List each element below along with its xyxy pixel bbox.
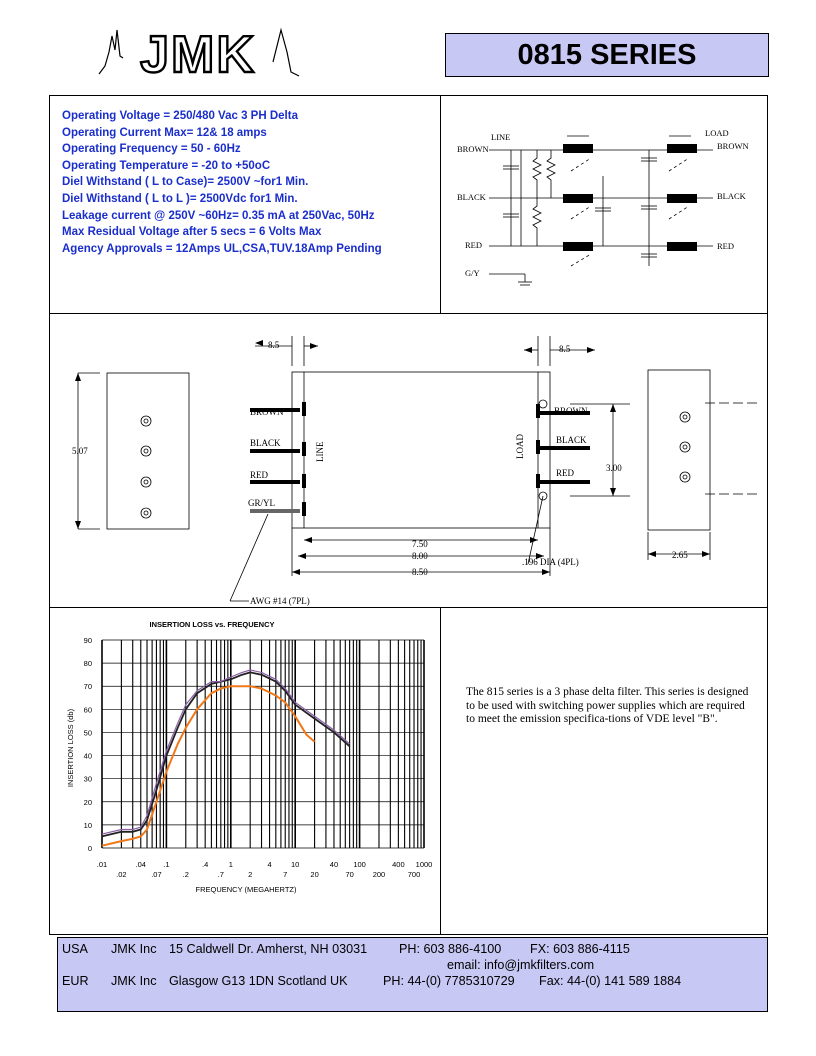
y-tick-label: 30 [83,774,92,784]
email: email: info@jmkfilters.com [447,958,595,972]
spec-withstand-line: Diel Withstand ( L to L )= 2500Vdc for1 Min. [62,192,298,205]
dim-8-00: 8.00 [412,551,428,561]
specifications-list [62,108,437,257]
awg-note: AWG #14 (7PL) [250,596,310,606]
hole-note: .196 DIA (4PL) [522,557,579,567]
divider-middle [49,607,768,608]
load-side-label: LOAD [515,434,525,459]
wire-label-brown-left: BROWN [250,407,284,417]
usa-address: 15 Caldwell Dr. Amherst, NH 03031 [169,942,368,956]
spec-approvals: Agency Approvals = 12Amps UL,CSA,TUV.18Amp Pending [62,242,382,255]
wire-label-red-right: RED [556,468,574,478]
schematic-right-black: BLACK [717,191,746,201]
x-tick-label: .1 [163,860,170,869]
wire-label-red-left: RED [250,470,268,480]
chart-xlabel: FREQUENCY (MEGAHERTZ) [195,885,297,894]
dim-mount-spacing: 3.00 [606,463,622,473]
line-side-label: LINE [315,441,325,462]
wire-label-black-right: BLACK [556,435,587,445]
x-tick-label: .07 [151,870,162,879]
schematic-left-brown: BROWN [457,144,489,154]
y-tick-label: 70 [83,682,92,692]
y-tick-label: 80 [83,659,92,669]
eur-phone: PH: 44-(0) 7785310729 [383,974,515,988]
x-tick-label: 20 [310,870,319,879]
schematic-left-black: BLACK [457,192,486,202]
x-tick-label: 40 [329,860,339,869]
spec-voltage: Operating Voltage = 250/480 Vac 3 PH Delta [62,110,298,122]
usa-company: JMK Inc [111,942,157,956]
wire-label-brown-right: BROWN [554,406,588,416]
spec-withstand-case: Diel Withstand ( L to Case)= 2500V ~for1 Min. [62,176,309,189]
x-tick-label: 1 [228,860,233,869]
x-tick-label: .01 [96,860,108,869]
spec-residual: Max Residual Voltage after 5 secs = 6 Volts Max [62,226,322,239]
x-tick-label: 700 [407,870,421,879]
spec-frequency: Operating Frequency = 50 - 60Hz [62,143,241,156]
x-tick-label: .04 [135,860,146,869]
contact-footer [57,937,768,1012]
y-tick-label: 10 [83,820,92,830]
schematic-right-red: RED [717,241,734,251]
x-tick-label: 4 [267,860,272,869]
schematic-right-brown: BROWN [717,141,749,151]
schematic-line-label: LINE [491,132,511,142]
chart-title: INSERTION LOSS vs. FREQUENCY [149,620,275,629]
dim-height: 5.07 [72,446,88,456]
chart-ylabel: INSERTION LOSS (db) [66,708,75,788]
x-tick-label: 400 [392,860,405,869]
series-title: 0815 SERIES [445,33,769,77]
dim-left-offset: 8.5 [268,340,280,350]
wire-label-gryl-left: GR/YL [248,498,275,508]
usa-label: USA [62,942,88,956]
x-tick-label: 2 [248,870,253,879]
schematic-diagram [441,96,767,312]
x-tick-label: 100 [353,860,366,869]
dim-8-50: 8.50 [412,567,428,577]
spec-temperature: Operating Temperature = -20 to +50oC [62,159,271,172]
eur-address: Glasgow G13 1DN Scotland UK [169,974,348,988]
y-tick-label: 0 [87,844,92,853]
x-tick-label: 10 [291,860,300,869]
dim-side-depth: 2.65 [672,550,688,560]
spec-current: Operating Current Max= 12& 18 amps [62,126,267,139]
usa-fax: FX: 603 886-4115 [530,942,630,956]
schematic-load-label: LOAD [705,128,729,138]
x-tick-label: .02 [116,870,127,879]
chart-series [102,670,350,846]
x-tick-label: 1000 [415,860,433,869]
series-line-1 [102,672,350,836]
series-line-3 [102,686,315,846]
schematic-ground-label: G/Y [465,268,480,278]
usa-phone: PH: 603 886-4100 [399,942,502,956]
wire-label-black-left: BLACK [250,438,281,448]
y-tick-label: 60 [83,705,92,715]
product-description: The 815 series is a 3 phase delta filter. This series is designed to be used with switching power supplies which are required to meet the emission specifica-tions of VDE level "B". [466,686,749,725]
y-tick-label: 50 [83,728,92,738]
insertion-loss-chart [52,612,438,932]
mechanical-drawing [50,314,767,606]
logo-text: JMK [140,26,256,82]
eur-company: JMK Inc [111,974,157,988]
eur-fax: Fax: 44-(0) 141 589 1884 [539,974,682,988]
jmk-logo [95,22,305,82]
chart-x-ticks [97,860,433,879]
dim-7-50: 7.50 [412,539,428,549]
x-tick-label: .7 [217,870,224,879]
y-tick-label: 20 [83,797,92,807]
chart-y-ticks [84,636,92,853]
schematic-left-red: RED [465,240,482,250]
spec-leakage: Leakage current @ 250V ~60Hz= 0.35 mA at 250Vac, 50Hz [62,209,375,222]
dim-right-offset: 8.5 [559,344,571,354]
y-tick-label: 40 [83,751,92,761]
y-tick-label: 90 [83,636,92,645]
x-tick-label: .4 [202,860,209,869]
divider-bottom-vertical [440,607,441,935]
x-tick-label: 200 [372,870,386,879]
series-line-2 [102,670,350,834]
x-tick-label: 7 [283,870,288,879]
x-tick-label: 70 [345,870,354,879]
x-tick-label: .2 [182,870,189,879]
eur-label: EUR [62,974,89,988]
